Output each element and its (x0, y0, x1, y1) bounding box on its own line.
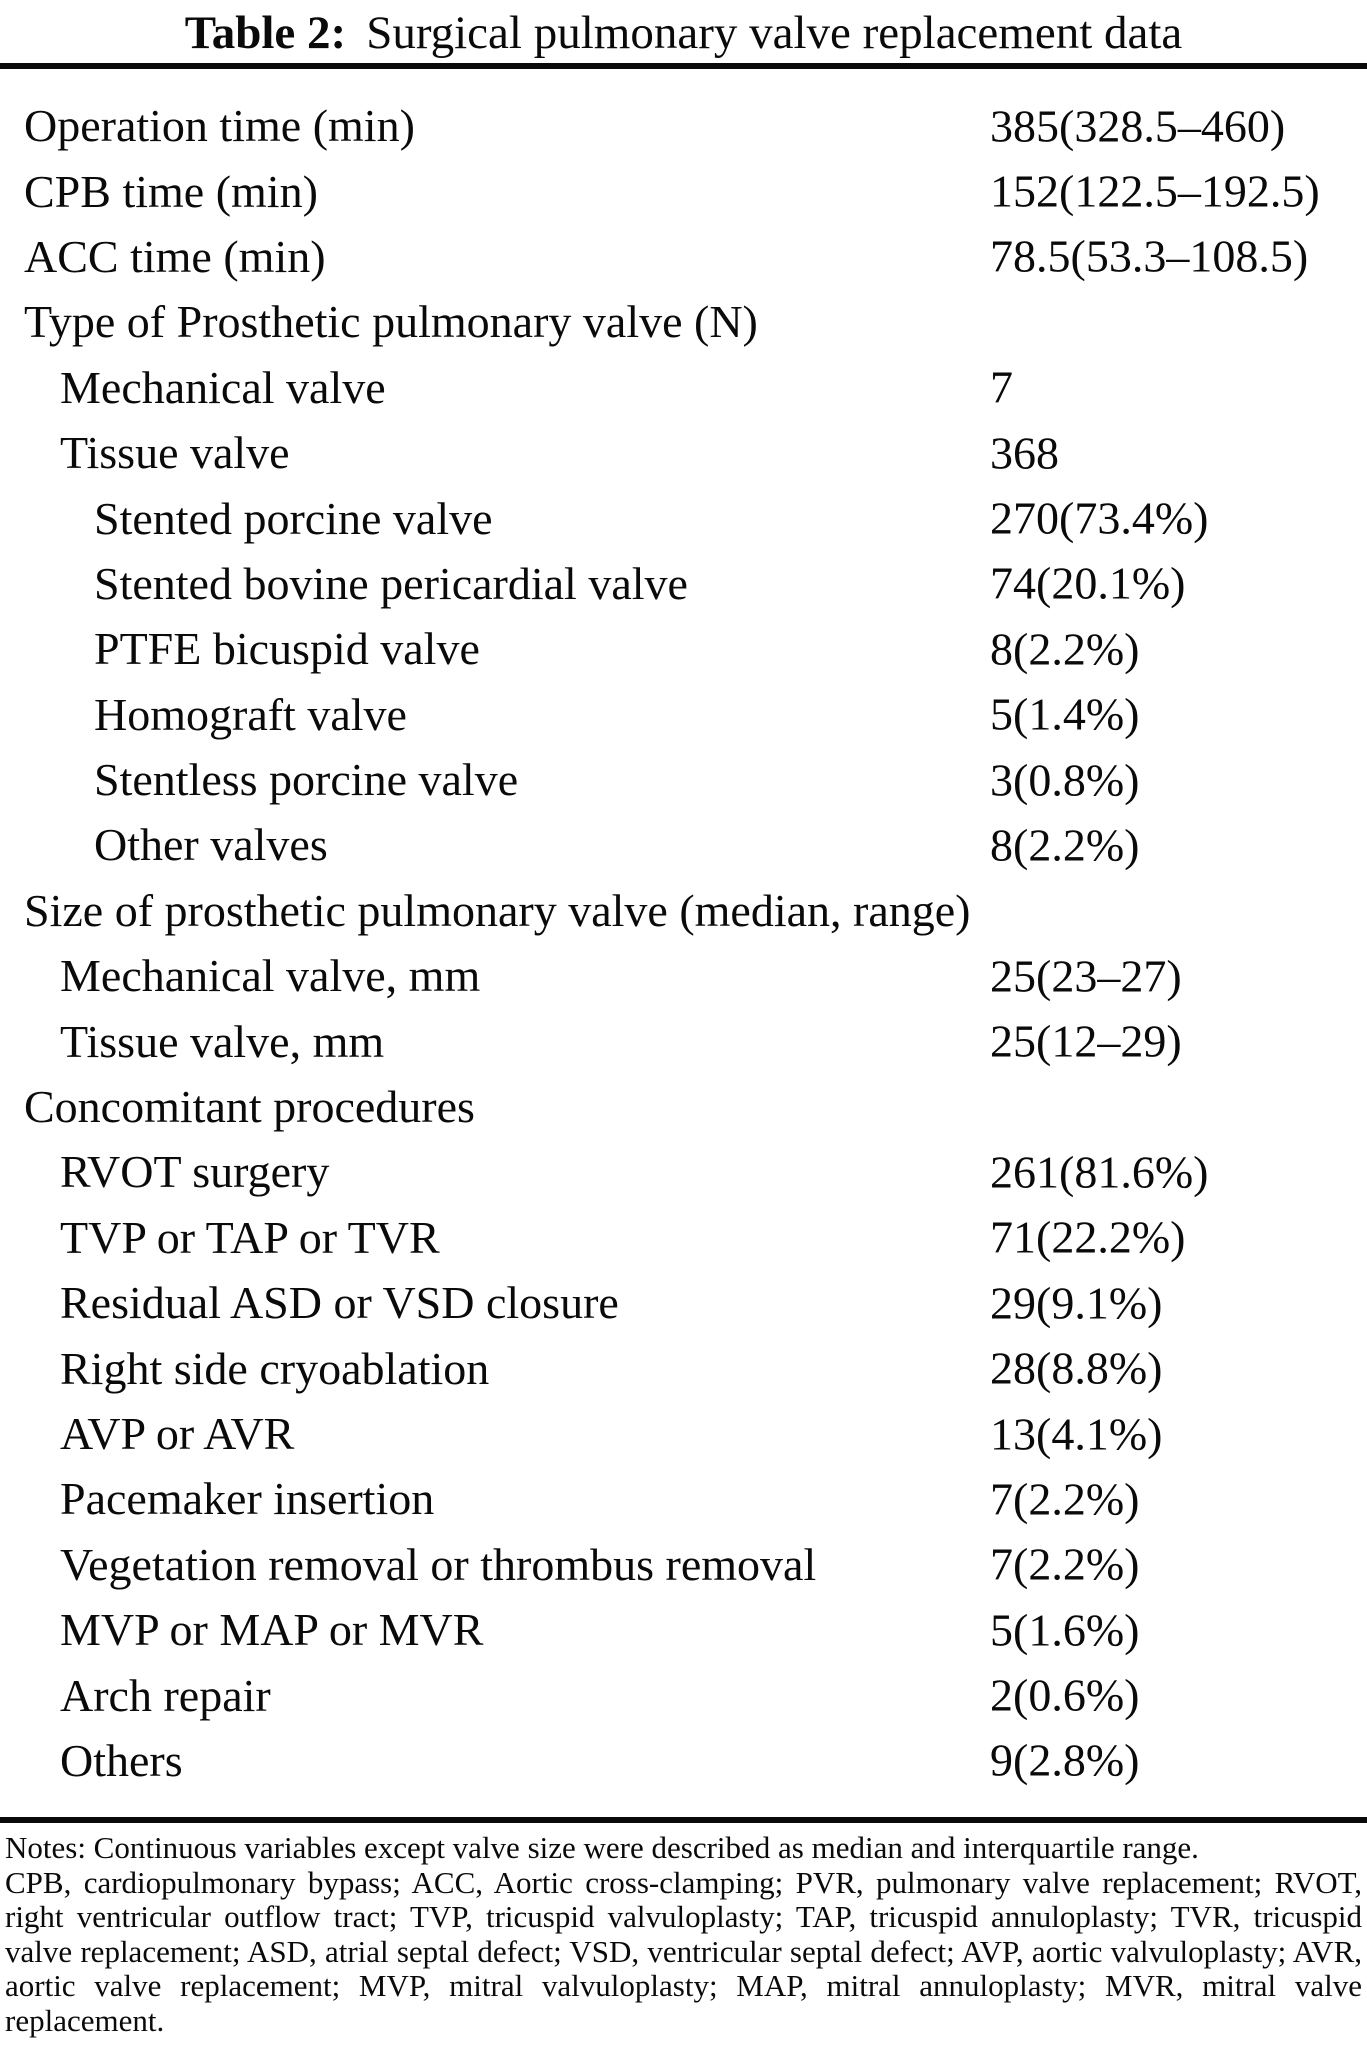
row-label: Right side cryoablation (60, 1342, 490, 1394)
table-row (0, 812, 1367, 877)
row-value: 28(8.8%) (990, 1342, 1163, 1394)
row-label: Stentless porcine valve (94, 754, 519, 806)
row-label: Homograft valve (94, 688, 407, 740)
row-label: CPB time (min) (24, 165, 318, 217)
row-label: RVOT surgery (60, 1146, 330, 1198)
row-value: 368 (990, 427, 1059, 479)
row-value: 7 (990, 361, 1013, 413)
row-label: Operation time (min) (24, 100, 415, 152)
table-row (0, 224, 1367, 289)
table-row (0, 616, 1367, 681)
table-caption-text: Surgical pulmonary valve replacement data (366, 7, 1183, 59)
table-notes (0, 1823, 1367, 2038)
table-row (0, 682, 1367, 747)
table-body (0, 69, 1367, 1817)
row-value: 152(122.5–192.5) (990, 165, 1320, 217)
row-value: 8(2.2%) (990, 819, 1140, 871)
table-row (0, 1662, 1367, 1727)
row-label: MVP or MAP or MVR (60, 1604, 484, 1656)
table-row (0, 355, 1367, 420)
row-value: 74(20.1%) (990, 557, 1186, 609)
row-value: 5(1.4%) (990, 688, 1140, 740)
row-label: ACC time (min) (24, 230, 326, 282)
row-value: 261(81.6%) (990, 1146, 1209, 1198)
table-row (0, 289, 1367, 354)
row-value: 5(1.6%) (990, 1604, 1140, 1656)
row-value: 9(2.8%) (990, 1734, 1140, 1786)
row-value: 71(22.2%) (990, 1211, 1186, 1263)
table-row (0, 93, 1367, 158)
table-row (0, 1466, 1367, 1531)
table-row (0, 1074, 1367, 1139)
table-row (0, 1270, 1367, 1335)
row-label: Size of prosthetic pulmonary valve (median, range) (24, 884, 971, 936)
table-row (0, 158, 1367, 223)
table-row (0, 878, 1367, 943)
row-value: 7(2.2%) (990, 1473, 1140, 1525)
table-caption (0, 0, 1367, 63)
table-row (0, 1532, 1367, 1597)
row-value: 7(2.2%) (990, 1538, 1140, 1590)
row-value: 13(4.1%) (990, 1408, 1163, 1459)
table-row (0, 551, 1367, 616)
table-row (0, 1205, 1367, 1270)
table-row (0, 1597, 1367, 1662)
table-row (0, 943, 1367, 1008)
row-label: Other valves (94, 819, 328, 871)
row-label: TVP or TAP or TVR (60, 1211, 440, 1263)
row-value: 25(12–29) (990, 1015, 1182, 1067)
row-label: PTFE bicuspid valve (94, 623, 480, 675)
table-row (0, 485, 1367, 550)
row-value: 385(328.5–460) (990, 100, 1286, 152)
row-label: Mechanical valve, mm (60, 950, 481, 1002)
row-label: Vegetation removal or thrombus removal (60, 1538, 817, 1590)
row-label: Pacemaker insertion (60, 1473, 435, 1525)
row-label: Others (60, 1734, 183, 1786)
row-label: Concomitant procedures (24, 1081, 475, 1133)
table-row (0, 1139, 1367, 1204)
row-label: Tissue valve, mm (60, 1015, 385, 1067)
table-number: Table 2: (184, 7, 347, 59)
row-label: Residual ASD or VSD closure (60, 1277, 619, 1329)
row-label: Tissue valve (60, 427, 290, 479)
row-label: Mechanical valve (60, 361, 386, 413)
row-value: 270(73.4%) (990, 492, 1209, 544)
table-row (0, 420, 1367, 485)
table-row (0, 1335, 1367, 1400)
row-value: 2(0.6%) (990, 1669, 1140, 1721)
row-value: 3(0.8%) (990, 754, 1140, 806)
row-value: 8(2.2%) (990, 623, 1140, 675)
notes-sentence: Notes: Continuous variables except valve size were described as median and interquartile range. (5, 1830, 1199, 1866)
table-row (0, 1401, 1367, 1466)
row-label: Type of Prosthetic pulmonary valve (N) (24, 296, 758, 348)
row-value: 78.5(53.3–108.5) (990, 230, 1309, 282)
row-value: 25(23–27) (990, 950, 1182, 1002)
row-value: 29(9.1%) (990, 1277, 1163, 1329)
notes-abbreviations: CPB, cardiopulmonary bypass; ACC, Aortic cross-clamping; PVR, pulmonary valve replacement; RVOT, right ventricular outflow tract; TVP, tricuspid valvuloplasty; TAP, tricuspid annuloplasty; TVR, tricuspid valve replacement; ASD, atrial septal defect; VSD, ventricular septal defect; AVP, aortic valvuloplasty; AVR, aortic valve replacement; MVP, mitral valvuloplasty; MAP, mitral annuloplasty; MVR, mitral valve replacement. (5, 1864, 1362, 2038)
row-label: Stented porcine valve (94, 492, 493, 544)
table-row (0, 1728, 1367, 1793)
row-label: AVP or AVR (60, 1408, 295, 1459)
row-label: Stented bovine pericardial valve (94, 557, 688, 609)
row-label: Arch repair (60, 1669, 271, 1721)
table-row (0, 747, 1367, 812)
table-row (0, 1008, 1367, 1073)
